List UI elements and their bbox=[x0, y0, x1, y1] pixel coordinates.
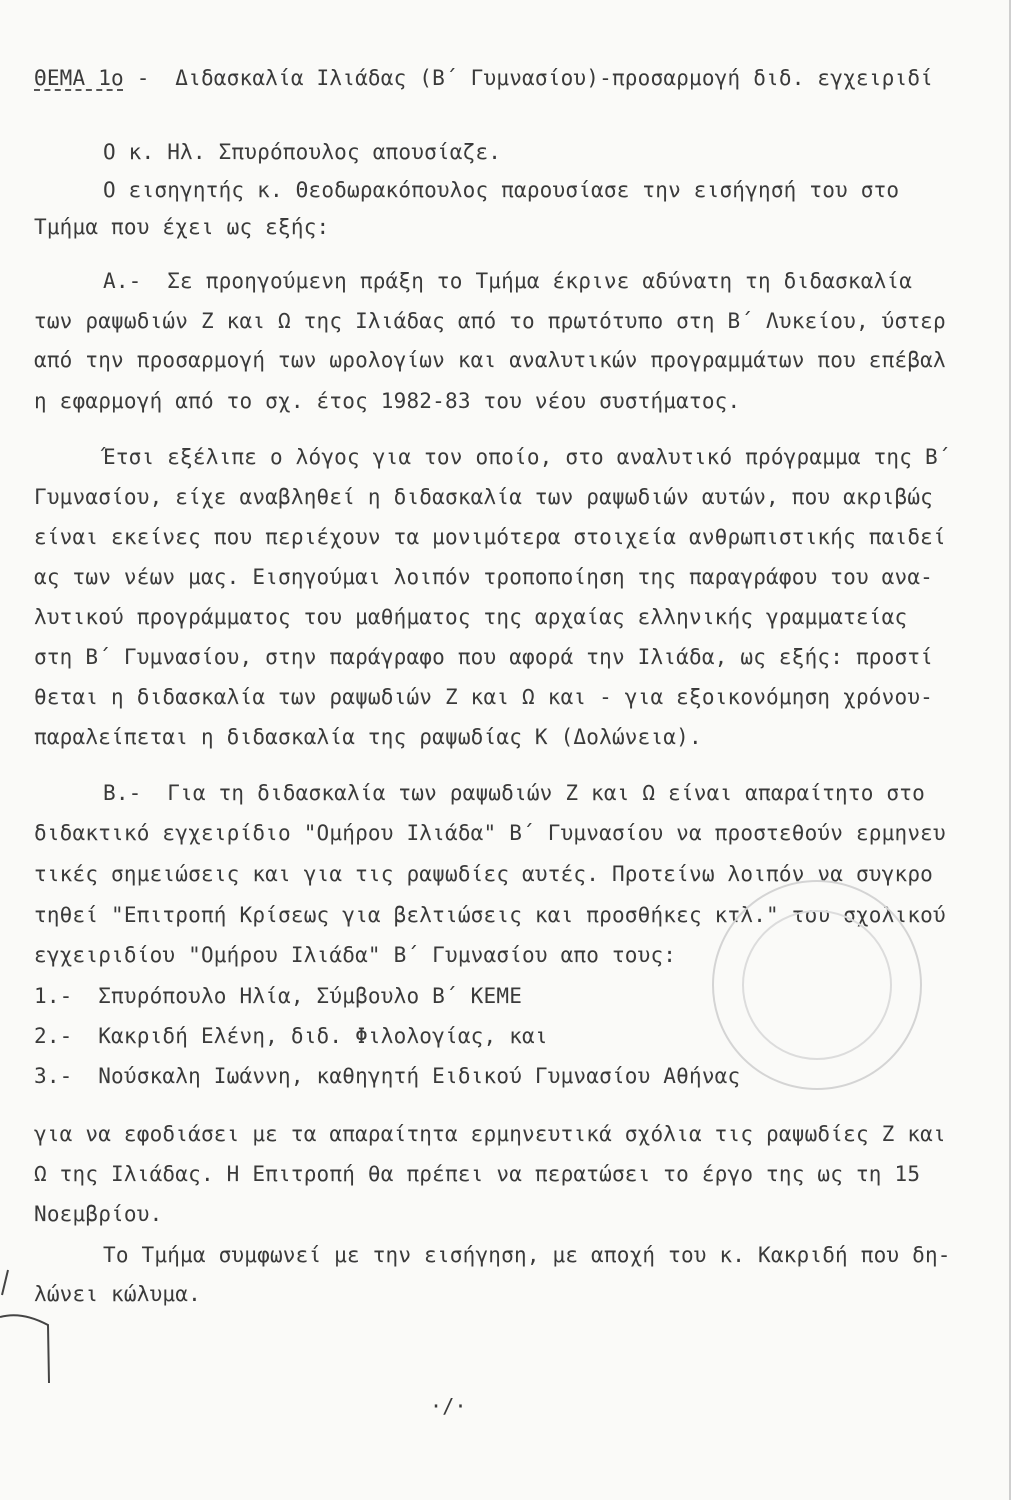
list-item: 3.- Νούσκαλη Ιωάννη, καθηγητή Ειδικού Γυμνασίου Αθήνας bbox=[34, 1064, 741, 1088]
text-line: θεται η διδασκαλία των ραψωδιών Ζ και Ω και - για εξοικονόμηση χρόνου- bbox=[34, 685, 934, 709]
text-line: η εφαρμογή από το σχ. έτος 1982-83 του νέου συστήματος. bbox=[34, 389, 741, 413]
text-line: Β.- Για τη διδασκαλία των ραψωδιών Ζ και Ω είναι απαραίτητο στο bbox=[103, 781, 925, 805]
text-line: Τμήμα που έχει ως εξής: bbox=[34, 215, 330, 239]
text-line: είναι εκείνες που περιέχουν τα μονιμότερα στοιχεία ανθρωπιστικής παιδεί bbox=[34, 525, 946, 549]
stamp-seal-icon bbox=[712, 880, 922, 1090]
text-line: Ο εισηγητής κ. Θεοδωρακόπουλος παρουσίασε την εισήγησή του στο bbox=[103, 178, 900, 202]
text-line: Ω της Ιλιάδας. Η Επιτροπή θα πρέπει να περατώσει το έργο της ως τη 15 bbox=[34, 1162, 921, 1186]
text-line: λώνει κώλυμα. bbox=[34, 1282, 201, 1306]
text-line: λυτικού προγράμματος του μαθήματος της αρχαίας ελληνικής γραμματείας bbox=[34, 605, 908, 629]
text-line: ας των νέων μας. Εισηγούμαι λοιπόν τροποποίηση της παραγράφου του ανα- bbox=[34, 565, 934, 589]
text-line: των ραψωδιών Ζ και Ω της Ιλιάδας από το πρωτότυπο στη Β΄ Λυκείου, ύστερ bbox=[34, 309, 946, 333]
topic-label: ΘΕΜΑ 1ο bbox=[34, 66, 124, 90]
text-line: Το Τμήμα συμφωνεί με την εισήγηση, με αποχή του κ. Κακριδή που δη- bbox=[103, 1243, 951, 1267]
text-line: Έτσι εξέλιπε ο λόγος για τον οποίο, στο αναλυτικό πρόγραμμα της Β΄ bbox=[103, 445, 951, 469]
text-line: τικές σημειώσεις και για τις ραψωδίες αυτές. Προτείνω λοιπόν να συγκρο bbox=[34, 862, 934, 886]
topic-heading bbox=[34, 68, 933, 89]
text-line: από την προσαρμογή των ωρολογίων και αναλυτικών προγραμμάτων που επέβαλ bbox=[34, 348, 946, 372]
list-item: 1.- Σπυρόπουλο Ηλία, Σύμβουλο Β΄ ΚΕΜΕ bbox=[34, 984, 523, 1008]
text-line: για να εφοδιάσει με τα απαραίτητα ερμηνευτικά σχόλια τις ραψωδίες Ζ και bbox=[34, 1122, 946, 1146]
text-line: Γυμνασίου, είχε αναβληθεί η διδασκαλία των ραψωδιών αυτών, που ακριβώς bbox=[34, 485, 934, 509]
text-line: διδακτικό εγχειρίδιο "Ομήρου Ιλιάδα" Β΄ Γυμνασίου να προστεθούν ερμηνευ bbox=[34, 821, 946, 845]
topic-title: - Διδασκαλία Ιλιάδας (Β΄ Γυμνασίου)-προσαρμογή διδ. εγχειριδί bbox=[123, 66, 934, 90]
text-line: Νοεμβρίου. bbox=[34, 1202, 163, 1226]
text-line: Ο κ. Ηλ. Σπυρόπουλος απουσίαζε. bbox=[103, 140, 502, 164]
text-line: εγχειριδίου "Ομήρου Ιλιάδα" Β΄ Γυμνασίου απο τους: bbox=[34, 943, 677, 967]
list-item: 2.- Κακριδή Ελένη, διδ. Φιλολογίας, και bbox=[34, 1024, 548, 1048]
text-line: Α.- Σε προηγούμενη πράξη το Τμήμα έκρινε αδύνατη τη διδασκαλία bbox=[103, 269, 913, 293]
text-line: τηθεί "Επιτροπή Κρίσεως για βελτιώσεις και προσθήκες κτλ." του σχολικού bbox=[34, 903, 946, 927]
text-line: στη Β΄ Γυμνασίου, στην παράγραφο που αφορά την Ιλιάδα, ως εξής: προστί bbox=[34, 645, 934, 669]
page-number: ·/· bbox=[430, 1394, 467, 1418]
margin-bracket-icon bbox=[0, 1255, 60, 1385]
text-line: παραλείπεται η διδασκαλία της ραψωδίας Κ (Δολώνεια). bbox=[34, 725, 702, 749]
